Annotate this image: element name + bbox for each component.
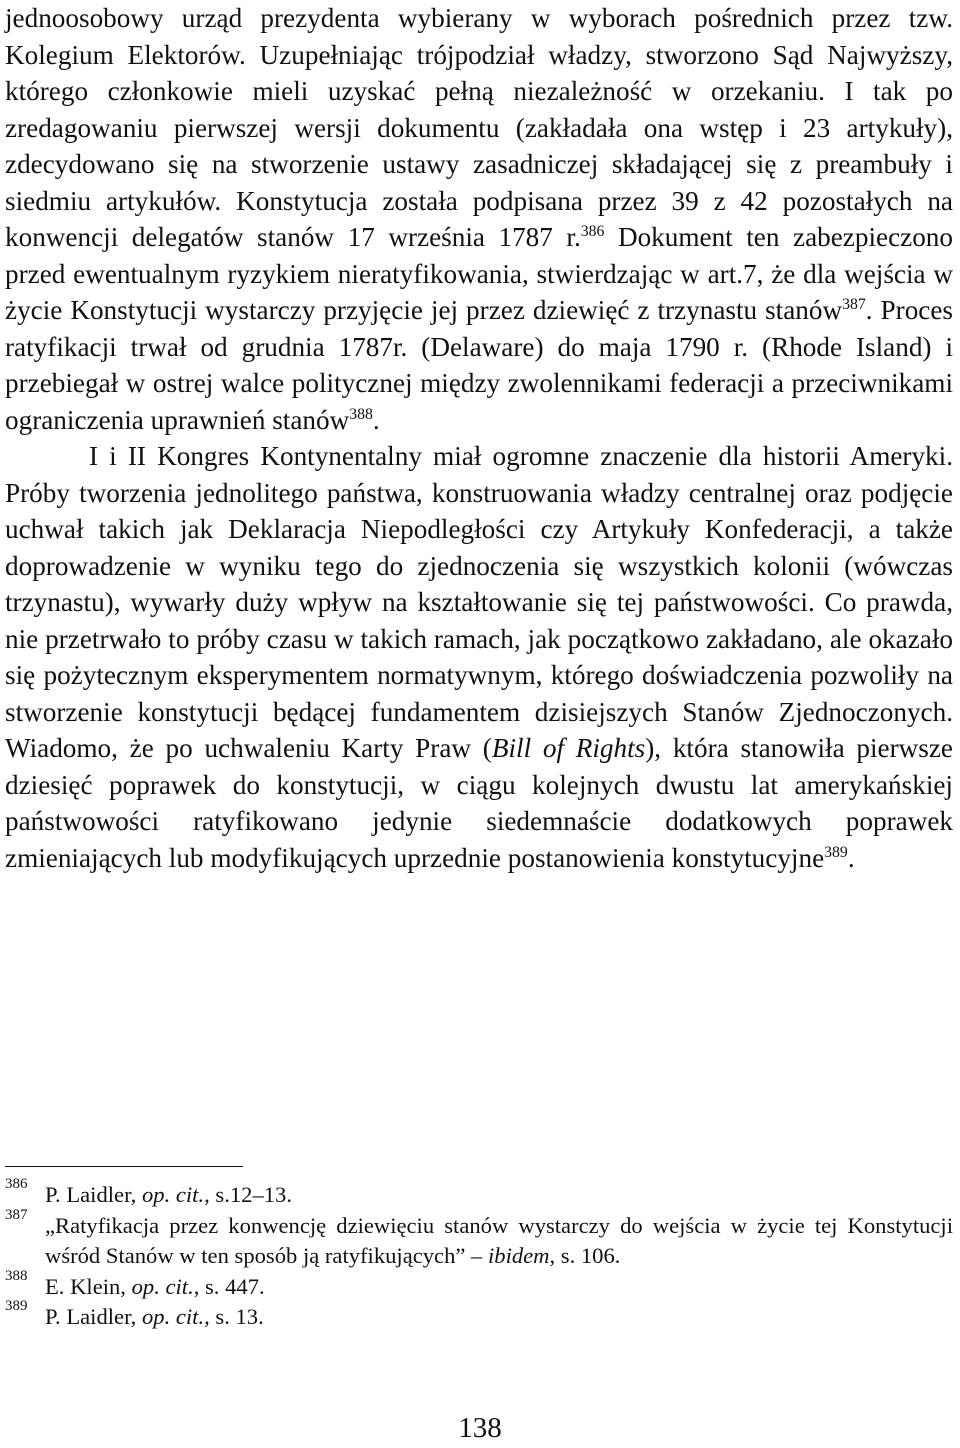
footnotes xyxy=(5,1176,953,1333)
footnote-text: , s. 447. xyxy=(193,1273,265,1299)
page xyxy=(5,0,953,876)
footnote-text: , s. 106. xyxy=(549,1243,621,1268)
footnote-separator xyxy=(5,1166,243,1167)
footnote-389 xyxy=(5,1298,953,1333)
footnote-text: „Ratyfikacja przez konwencję dziewięciu stanów wystarczy do wejścia w życie tej Konstytucji wśród Stanów w ten sposób ją ratyfikujących” – xyxy=(45,1212,953,1268)
text-run: jednoosobowy urząd prezydenta wybierany w wyborach pośrednich przez tzw. Kolegium Elektorów. Uzupełniając trójpodział władzy, stworzono Sąd Najwyższy, którego członkowie mieli uzyskać pełną niezależność w orzekaniu. I tak po zredagowaniu pierwszej wersji dokumentu (zakładała ona wstęp i 23 artykuły), zdecydowano się na stworzenie ustawy zasadniczej składającej się z preambuły i siedmiu artykułów. Konstytucja została podpisana przez 39 z 42 pozostałych na konwencji delegatów stanów 17 września 1787 r. xyxy=(5,3,953,252)
footnote-text: E. Klein, xyxy=(45,1273,132,1299)
paragraph-2 xyxy=(5,438,953,876)
footnote-388 xyxy=(5,1267,953,1303)
footnote-italic: ibidem xyxy=(488,1243,550,1268)
text-run: . Proces ratyfikacji trwał od grudnia 1787r. (Delaware) do maja 1790 r. (Rhode Island) i przebiegał w ostrej walce politycznej między zwolennikami federacji a przeciwnikami ograniczenia uprawnień stanów xyxy=(5,295,954,435)
footnote-text: P. Laidler, xyxy=(45,1304,142,1329)
footnote-386 xyxy=(5,1176,953,1211)
text-run: I i II Kongres Kontynentalny miał ogromne znaczenie dla historii Ameryki. Próby tworzenia jednolitego państwa, konstruowania władzy centralnej oraz podjęcie uchwał takich jak Deklaracja Niepodległości czy Artykuły Konfederacji, a także doprowadzenie w wyniku tego do zjednoczenia się wszystkich kolonii (wówczas trzynastu), wywarły duży wpływ na kształtowanie się tej państwowości. Co prawda, nie przetrwało to próby czasu w takich ramach, jak początkowo zakładano, ale okazało się pożytecznym eksperymentem normatywnym, którego doświadczenia pozwoliły na stworzenie konstytucji będącej fundamentem dzisiejszych Stanów Zjednoczonych. Wiadomo, że po uchwaleniu Karty Praw ( xyxy=(5,441,953,763)
footnote-ref-387[interactable]: 387 xyxy=(842,296,866,314)
footnote-ref-386[interactable]: 386 xyxy=(580,223,605,241)
footnote-number: 387 xyxy=(5,1206,28,1223)
italic-term: Bill of Rights xyxy=(491,733,646,763)
footnote-number: 386 xyxy=(5,1176,28,1192)
footnote-italic: op. cit. xyxy=(131,1273,194,1299)
footnote-number: 389 xyxy=(5,1298,28,1314)
footnote-italic: op. cit. xyxy=(141,1182,205,1207)
text-run: . xyxy=(847,842,855,873)
main-text xyxy=(5,0,953,876)
paragraph-1 xyxy=(5,0,953,438)
footnote-text: , s. 13. xyxy=(204,1304,264,1329)
text-run: Dokument ten zabezpieczono przed ewentualnym ryzykiem nieratyfikowania, stwierdzając w art.7, że dla wejścia w życie Konstytucji wystarczy przyjęcie jej przez dziewięć z trzynastu stanów xyxy=(5,222,953,325)
footnote-italic: op. cit. xyxy=(141,1304,205,1329)
footnote-ref-389[interactable]: 389 xyxy=(824,843,848,861)
footnote-number: 388 xyxy=(5,1267,28,1284)
page-number: 138 xyxy=(458,1412,502,1444)
footnote-ref-388[interactable]: 388 xyxy=(349,405,373,423)
footnote-text: P. Laidler, xyxy=(45,1182,142,1207)
footnote-387 xyxy=(5,1206,953,1272)
text-run: ), która stanowiła pierwsze dziesięć poprawek do konstytucji, w ciągu kolejnych dwustu lat amerykańskiej państwowości ratyfikowano jedynie siedemnaście dodatkowych poprawek zmieniających lub modyfikujących uprzednie postanowienia konstytucyjne xyxy=(5,733,954,873)
text-run: . xyxy=(372,404,380,435)
footnote-text: , s.12–13. xyxy=(204,1182,292,1207)
